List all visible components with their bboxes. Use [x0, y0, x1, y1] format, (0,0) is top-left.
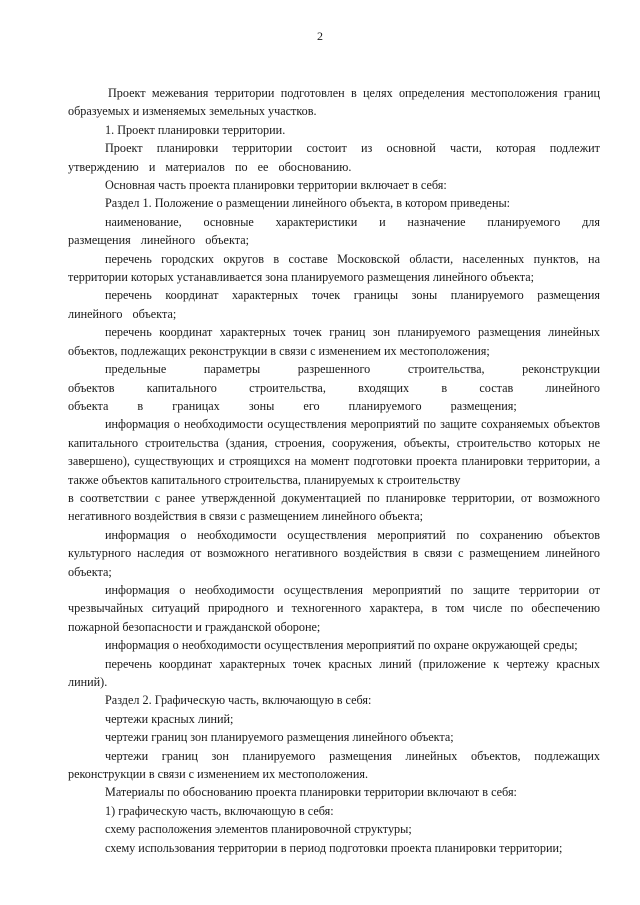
- paragraph-section-heading: Раздел 2. Графическую часть, включающую в себя:: [105, 693, 372, 708]
- paragraph: Основная часть проекта планировки территории включает в себя:: [105, 178, 447, 193]
- list-item: перечень координат характерных точек красных линий (приложение к чертежу красных линий).: [68, 656, 600, 689]
- paragraph: Раздел 1. Положение о размещении линейного объекта, в котором приведены:: [105, 196, 511, 211]
- list-item: чертежи красных линий;: [105, 711, 234, 726]
- list-item: чертежи границ зон планируемого размещения линейного объекта;: [105, 730, 454, 745]
- page-number: 2: [317, 29, 323, 43]
- list-item: информация о необходимости осуществления мероприятий по защите сохраняемых объектов капитального строительства (здания, строения, сооружения, объекты, строительство которых не завершено), существующих и строящихся на момент подготовки проекта планировки территории, а также объектов капитального строительства, планируемых к строительству: [68, 417, 600, 487]
- list-item: предельные параметры разрешенного строительства, реконструкции объектов капитального строительства, входящих в состав линейного объекта в границах зоны его планируемого размещения;: [68, 362, 600, 413]
- list-item: информация о необходимости осуществления мероприятий по сохранению объектов культурного наследия от возможного негативного воздействия в связи с размещением линейного объекта;: [68, 527, 600, 579]
- list-item: схему использования территории в период подготовки проекта планировки территории;: [105, 840, 563, 855]
- paragraph-section-heading: 1. Проект планировки территории.: [105, 122, 286, 137]
- list-item: перечень координат характерных точек границ зон планируемого размещения линейных объектов, подлежащих реконструкции в связи с изменением их местоположения;: [68, 325, 600, 358]
- paragraph-intro: Проект межевания территории подготовлен в целях определения местоположения границ образуемых и изменяемых земельных участков.: [68, 86, 600, 119]
- paragraph-subheading: 1) графическую часть, включающую в себя:: [105, 803, 334, 818]
- list-item: наименование, основные характеристики и назначение планируемого для размещения линейного объекта;: [68, 214, 600, 248]
- list-item: информация о необходимости осуществления мероприятий по защите территории от чрезвычайных ситуаций природного и техногенного характера, в том числе по обеспечению пожарной безопасности и гражданской обороне;: [68, 582, 600, 634]
- paragraph: Проект планировки территории состоит из основной части, которая подлежит утверждению и материалов по ее обоснованию.: [68, 141, 600, 174]
- document-body: [68, 84, 600, 857]
- list-item: схему расположения элементов планировочной структуры;: [105, 822, 412, 837]
- list-item: информация о необходимости осуществления мероприятий по охране окружающей среды;: [105, 638, 578, 653]
- list-item: перечень координат характерных точек границы зоны планируемого размещения линейного объекта;: [68, 288, 600, 321]
- list-item: перечень городских округов в составе Московской области, населенных пунктов, на территории которых устанавливается зона планируемого размещения линейного объекта;: [68, 251, 600, 285]
- list-item-continuation: в соответствии с ранее утвержденной документацией по планировке территории, от возможного негативного воздействия в связи с размещением линейного объекта;: [68, 490, 600, 524]
- paragraph: Материалы по обоснованию проекта планировки территории включают в себя:: [105, 785, 517, 800]
- list-item: чертежи границ зон планируемого размещения линейных объектов, подлежащих реконструкции в связи с изменением их местоположения.: [68, 748, 600, 782]
